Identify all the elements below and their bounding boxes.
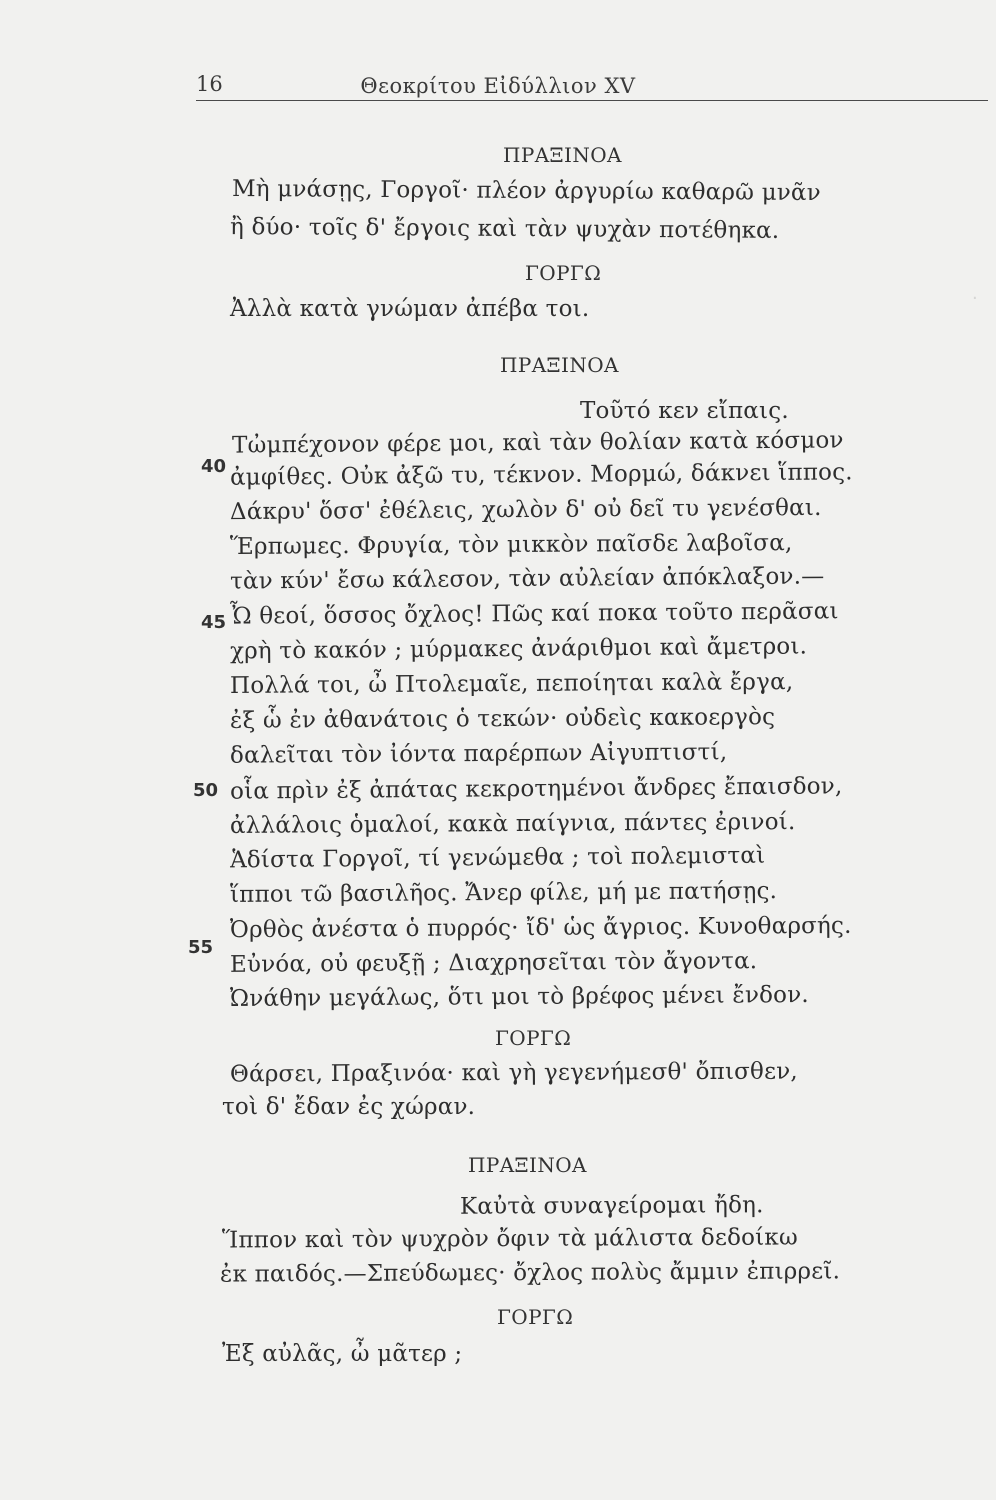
verse-line: ἵπποι τῶ βασιλῆος. Ἄνερ φίλε, μή με πατήσῃς. <box>229 878 778 908</box>
verse-line: δαλεῖται τὸν ἰόντα παρέρπων Αἰγυπτιστί, <box>229 739 728 769</box>
speaker-gorgo: ΓΟΡΓΩ <box>495 1026 572 1050</box>
verse-line: Ἵππον καὶ τὸν ψυχρὸν ὄφιν τὰ μάλιστα δεδοίκω <box>221 1224 798 1254</box>
verse-line: τὰν κύν' ἔσω κάλεσον, τὰν αὐλείαν ἀπόκλαξον.— <box>229 563 825 595</box>
line-number: 45 <box>201 612 227 633</box>
verse-line: Πολλά τοι, ὦ Πτολεμαῖε, πεποίηται καλὰ ἔργα, <box>229 669 794 699</box>
verse-line: Ὦ θεοί, ὅσσος ὄχλος! Πῶς καί ποκα τοῦτο περᾶσαι <box>229 598 839 630</box>
verse-line: Ἕρπωμες. Φρυγία, τὸν μικκὸν παῖσδε λαβοῖσα, <box>229 530 793 560</box>
speaker-praxinoa: ΠΡΑΞΙΝΟΑ <box>468 1153 587 1177</box>
verse-line: χρὴ τὸ κακόν ; μύρμακες ἀνάριθμοι καὶ ἄμετροι. <box>229 633 808 665</box>
speaker-praxinoa: ΠΡΑΞΙΝΟΑ <box>500 353 619 377</box>
verse-line: Μὴ μνάσῃς, Γοργοῖ· πλέον ἀργυρίω καθαρῶ μνᾶν <box>231 175 821 207</box>
verse-line: ἐξ ὧ ἐν ἀθανάτοις ὁ τεκών· οὐδεὶς κακοεργὸς <box>229 704 776 734</box>
bleed-through-mark: · <box>972 288 978 309</box>
verse-line: Δάκρυ' ὅσσ' ἐθέλεις, χωλὸν δ' οὐ δεῖ τυ γενέσθαι. <box>229 494 822 526</box>
verse-line: ἢ δύο· τοῖς δ' ἔργοις καὶ τὰν ψυχὰν ποτέθηκα. <box>229 214 780 244</box>
speaker-praxinoa: ΠΡΑΞΙΝΟΑ <box>503 143 622 167</box>
verse-line: Τὠμπέχονον φέρε μοι, καὶ τὰν θολίαν κατὰ κόσμον <box>231 427 844 459</box>
line-number: 50 <box>193 780 219 801</box>
verse-line: Τοῦτό κεν εἴπαις. <box>580 398 789 424</box>
running-title: Θεοκρίτου Εἰδύλλιον XV <box>360 74 636 98</box>
verse-line: ἐκ παιδός.—Σπεύδωμες· ὄχλος πολὺς ἄμμιν ἐπιρρεῖ. <box>219 1258 841 1288</box>
line-number: 55 <box>188 937 214 958</box>
verse-line: Ὀρθὸς ἀνέστα ὁ πυρρός· ἴδ' ὡς ἄγριος. Κυνοθαρσής. <box>229 912 852 944</box>
speaker-gorgo: ΓΟΡΓΩ <box>497 1305 574 1329</box>
verse-line: Ἀλλὰ κατὰ γνώμαν ἀπέβα τοι. <box>230 296 590 322</box>
verse-line: οἷα πρὶν ἐξ ἀπάτας κεκροτημένοι ἄνδρες ἔπαισδον, <box>229 773 843 805</box>
verse-line: ἀμφίθες. Οὐκ ἀξῶ τυ, τέκνον. Μορμώ, δάκνει ἵππος. <box>229 459 853 491</box>
header-rule <box>196 100 988 101</box>
verse-line: Ἐξ αὐλᾶς, ὦ μᾶτερ ; <box>222 1341 463 1367</box>
verse-line: Ἁδίστα Γοργοῖ, τί γενώμεθα ; τοὶ πολεμισταὶ <box>229 842 766 874</box>
verse-line: Εὐνόα, οὐ φευξῇ ; Διαχρησεῖται τὸν ἄγοντα. <box>229 948 758 978</box>
verse-line: ἀλλάλοις ὁμαλοί, κακὰ παίγνια, πάντες ἐρινοί. <box>229 809 796 839</box>
page-number: 16 <box>196 72 223 96</box>
speaker-gorgo: ΓΟΡΓΩ <box>525 261 602 285</box>
line-number: 40 <box>201 456 227 477</box>
verse-line: τοὶ δ' ἔδαν ἐς χώραν. <box>222 1094 476 1120</box>
verse-line: Θάρσει, Πραξινόα· καὶ γὴ γεγενήμεσθ' ὄπισθεν, <box>229 1058 798 1088</box>
verse-line: Ὠνάθην μεγάλως, ὅτι μοι τὸ βρέφος μένει ἔνδον. <box>229 981 809 1013</box>
verse-line: Καὐτὰ συναγείρομαι ἤδη. <box>459 1192 764 1220</box>
